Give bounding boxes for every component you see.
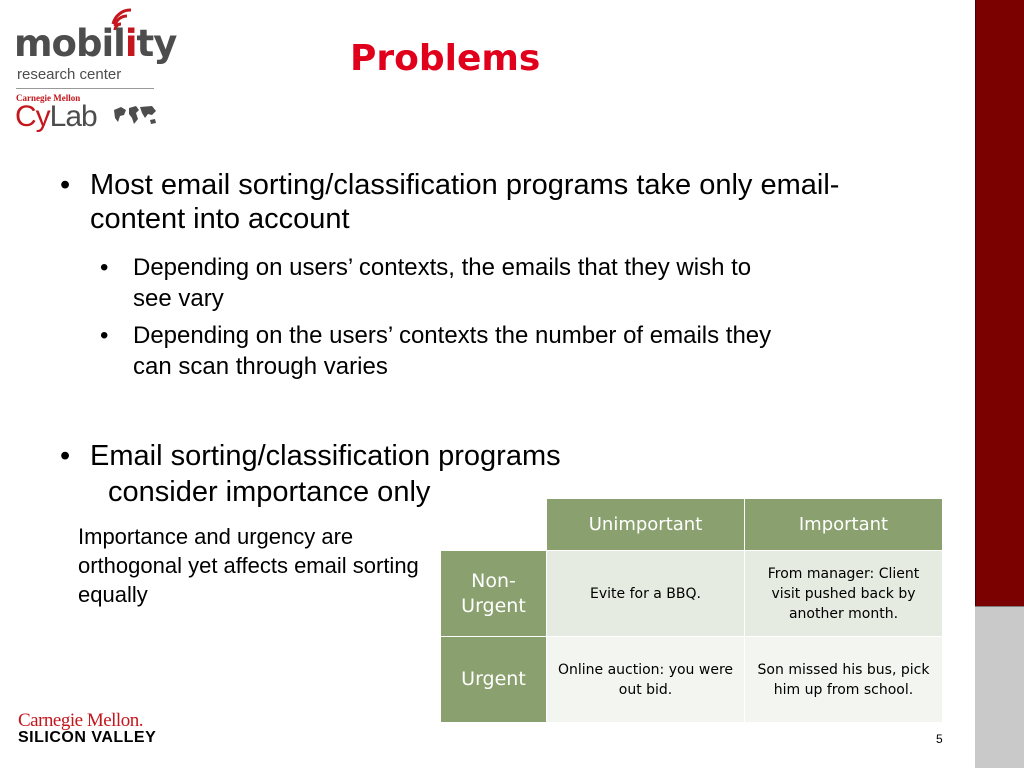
sub-bullet-marker: • <box>100 322 109 349</box>
table-cell: From manager: Client visit pushed back by another month. <box>745 551 943 637</box>
table-row <box>441 637 943 723</box>
side-note: Importance and urgency are orthogonal yet affects email sorting equally <box>78 524 419 607</box>
slide-title: Problems <box>350 38 541 79</box>
world-map-icon <box>112 104 158 128</box>
column-header-important: Important <box>745 499 943 551</box>
bullet-marker: • <box>60 169 71 201</box>
logo-divider <box>16 88 154 89</box>
bullet-1-text: Most email sorting/classification programs take only email-content into account <box>90 169 840 235</box>
table-cell: Son missed his bus, pick him up from school. <box>745 637 943 723</box>
footer-silicon-valley: SILICON VALLEY <box>18 729 157 746</box>
footer-carnegie-mellon: Carnegie Mellon. <box>18 710 143 731</box>
column-header-unimportant: Unimportant <box>547 499 745 551</box>
cmu-silicon-valley-logo <box>18 710 156 747</box>
table-row <box>441 551 943 637</box>
table-header-row <box>441 499 943 551</box>
mobility-cylab-logo <box>14 8 177 133</box>
sub-bullet-1-text: Depending on users’ contexts, the emails that they wish to see vary <box>133 254 752 312</box>
bullet-marker: • <box>60 440 71 472</box>
row-header-urgent: Urgent <box>441 637 547 723</box>
sub-bullet-2-text: Depending on the users’ contexts the number of emails they can scan through varies <box>133 322 772 380</box>
table-cell: Online auction: you were out bid. <box>547 637 745 723</box>
right-grey-block <box>975 606 1024 768</box>
page-number: 5 <box>936 732 943 746</box>
importance-urgency-matrix <box>440 498 943 723</box>
table-corner-cell <box>441 499 547 551</box>
logo-research-center: research center <box>17 66 122 83</box>
table-cell: Evite for a BBQ. <box>547 551 745 637</box>
row-header-non-urgent: Non-Urgent <box>441 551 547 637</box>
sub-bullet-marker: • <box>100 254 109 281</box>
logo-carnegie-mellon: Carnegie Mellon <box>16 93 81 103</box>
logo-mobility-word: mobility <box>14 22 177 65</box>
logo-cylab-word: CyLab <box>15 100 97 133</box>
bullet-2-line-2: consider importance only <box>108 476 431 508</box>
bullet-2-line-1: Email sorting/classification programs <box>90 440 561 472</box>
